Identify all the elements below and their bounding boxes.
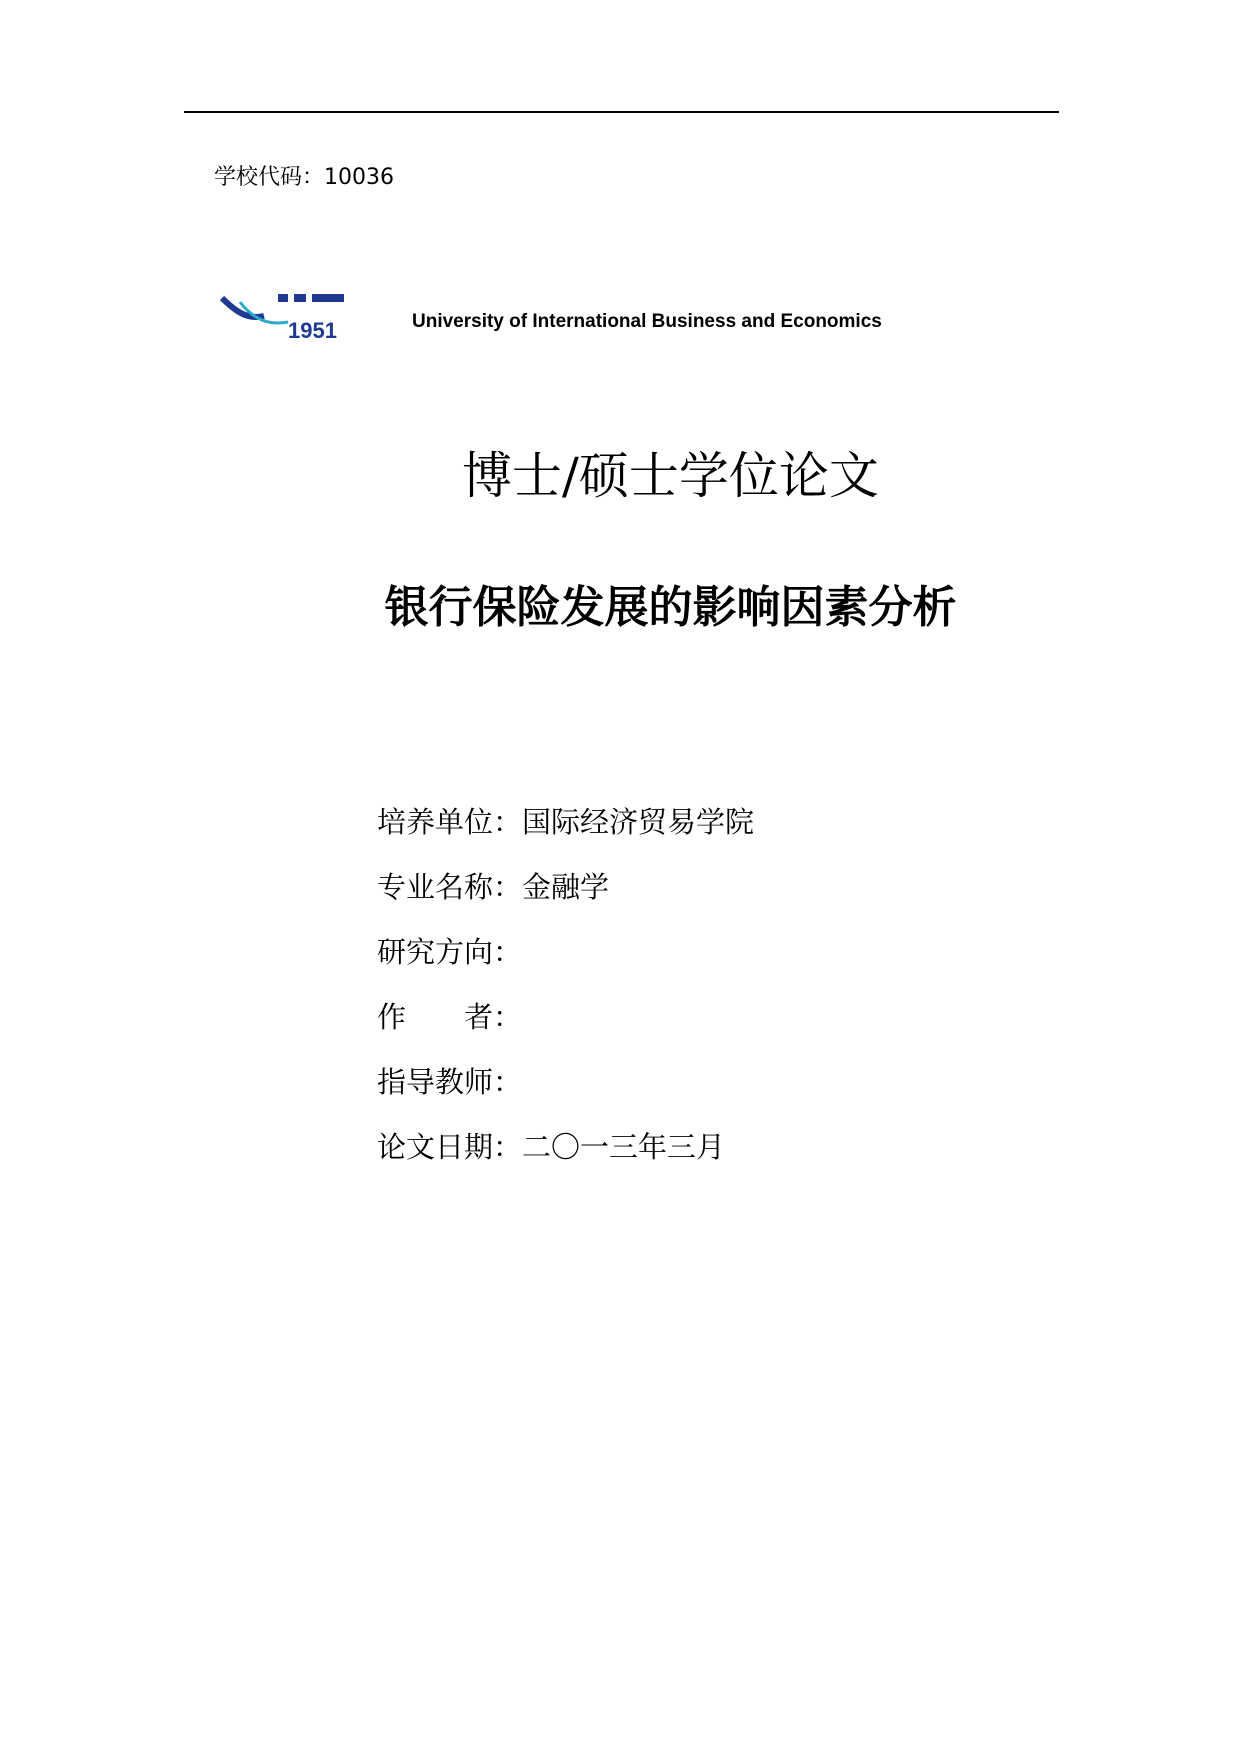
info-row-date — [377, 1129, 754, 1194]
info-row-major — [377, 869, 754, 934]
logo-year: 1951 — [288, 318, 337, 343]
info-row-direction — [377, 934, 754, 999]
info-row-advisor — [377, 1064, 754, 1129]
header-rule — [184, 111, 1059, 113]
info-label: 培养单位： — [377, 805, 523, 839]
info-label: 作 者： — [377, 1000, 523, 1034]
school-code: 学校代码：10036 — [214, 165, 394, 190]
university-logo — [218, 292, 358, 344]
thesis-info-list — [377, 804, 754, 1194]
info-value: 二〇一三年三月 — [522, 1130, 726, 1164]
info-label: 论文日期： — [377, 1130, 523, 1164]
thesis-title: 银行保险发展的影响因素分析 — [384, 582, 957, 633]
info-value: 金融学 — [522, 870, 610, 904]
university-logo-icon — [218, 292, 358, 344]
info-row-unit — [377, 804, 754, 869]
info-label: 指导教师： — [377, 1065, 523, 1099]
university-name: University of International Business and Economics — [412, 311, 882, 332]
info-value: 国际经济贸易学院 — [522, 805, 755, 839]
info-label: 研究方向： — [377, 935, 523, 969]
degree-title: 博士/硕士学位论文 — [462, 447, 879, 505]
info-label: 专业名称： — [377, 870, 523, 904]
info-row-author — [377, 999, 754, 1064]
